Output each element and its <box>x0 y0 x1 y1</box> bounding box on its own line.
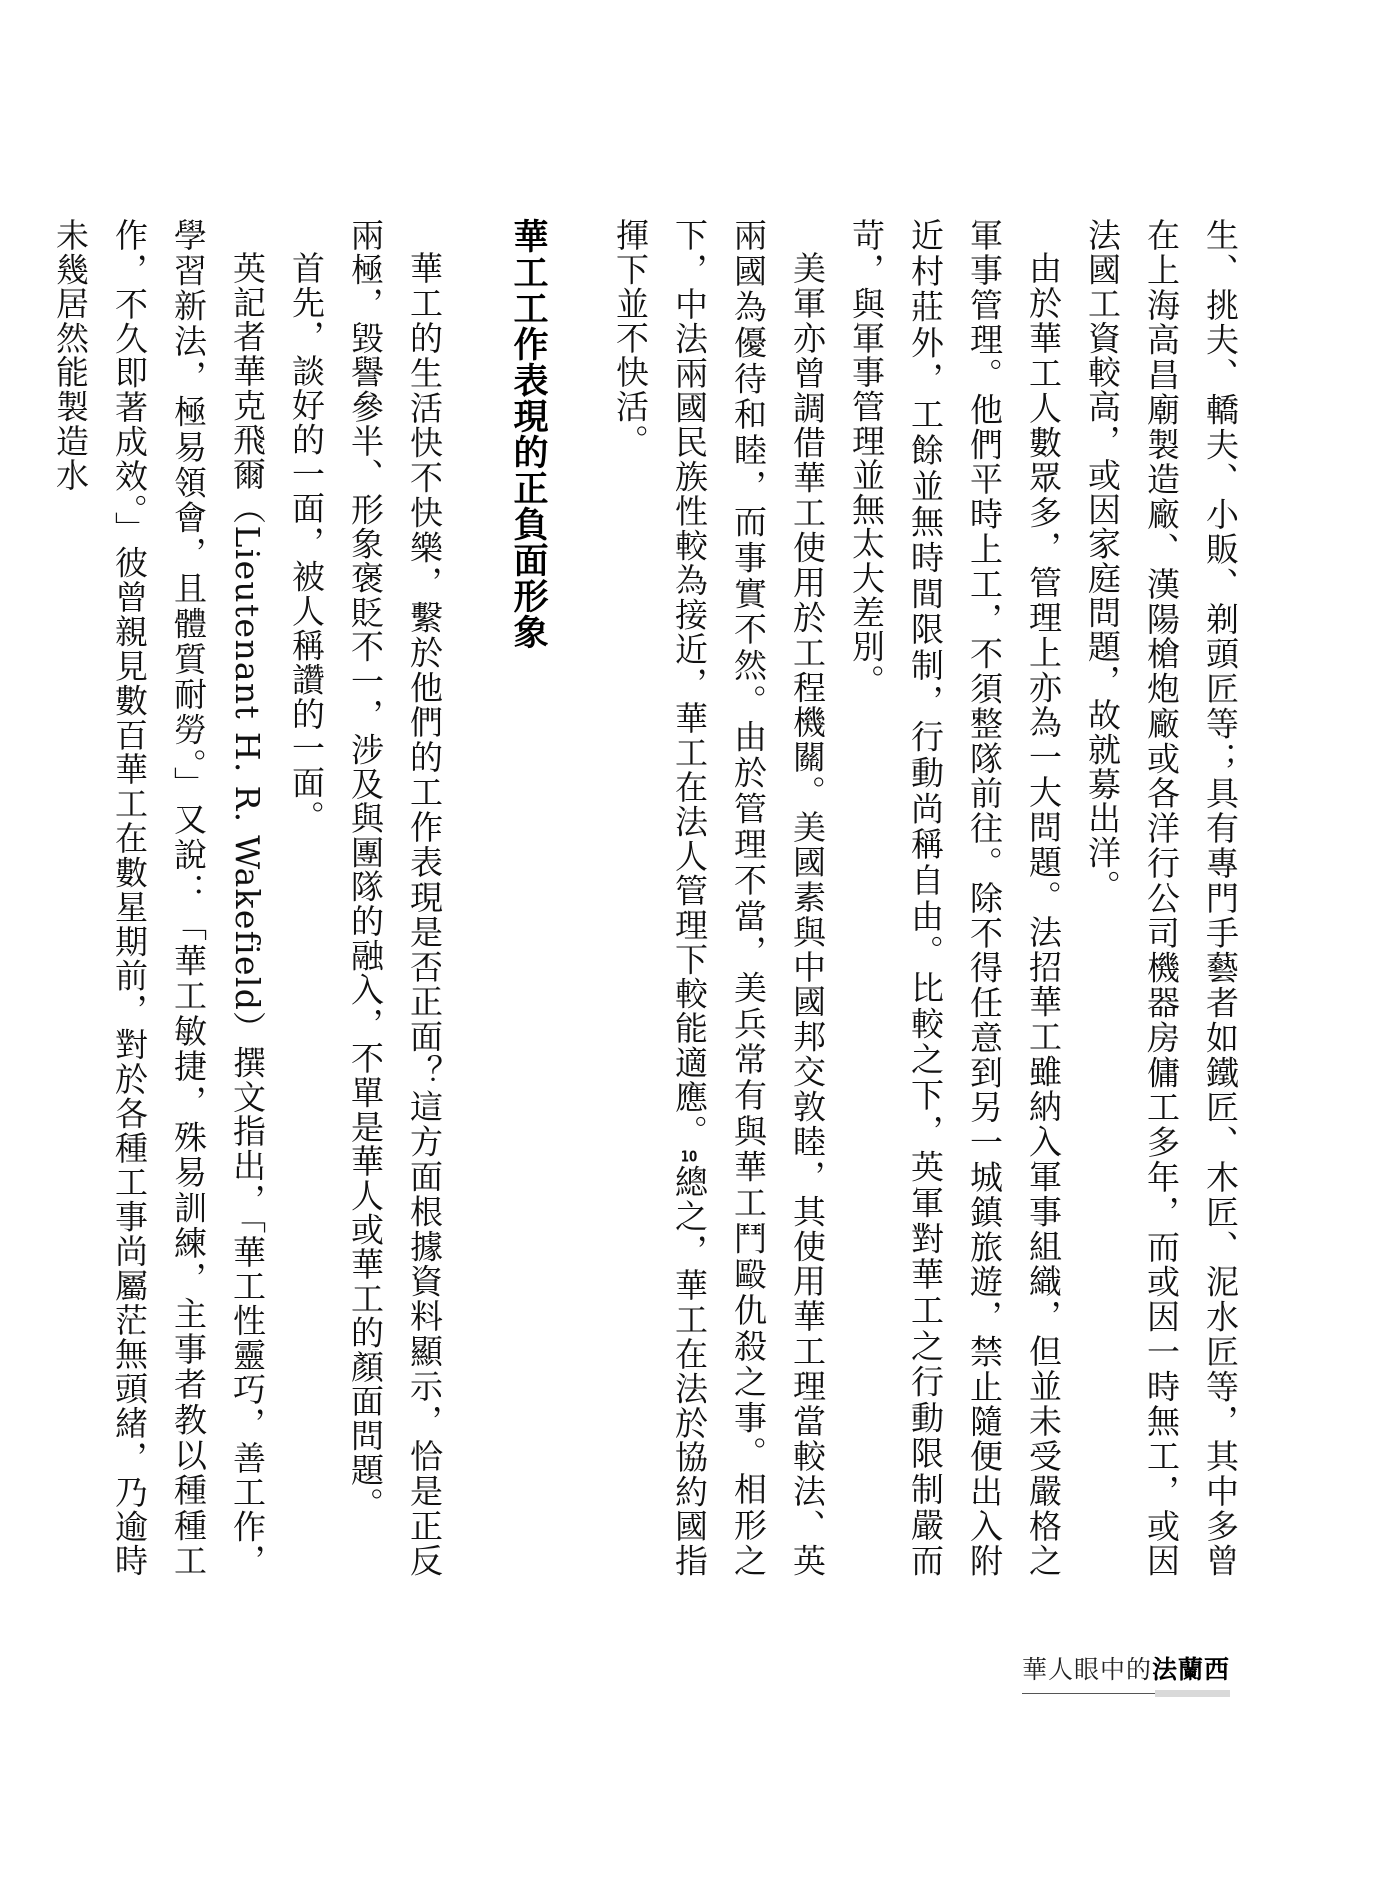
paragraph-american-army <box>601 218 837 1578</box>
running-book-title <box>1022 1650 1230 1686</box>
title-underline <box>1022 1690 1230 1698</box>
underline-gray-bar <box>1155 1690 1230 1697</box>
paragraph-wakefield: 英記者華克飛爾（Lieutenant H. R. Wakefield）撰文指出，「華工性靈巧，善工作，學習新法，極易領會，且體質耐勞。」又說：「華工敏捷，殊易訓練，主事者教以種種工作，不久即著成效。」彼曾親見數百華工在數星期前，對於各種工事尚屬茫無頭緒，乃逾時未幾居然能製造水 <box>51 218 267 1578</box>
section-heading: 華工工作表現的正負面形象 <box>508 218 548 650</box>
vertical-body-text <box>41 218 1250 1578</box>
paragraph-text: 美軍亦曾調借華工使用於工程機關。美國素與中國邦交敦睦，其使用華工理當較法、英兩國為優待和睦，而事實不然。由於管理不當，美兵常有與華工鬥毆仇殺之事。相形之下，中法兩國民族性較為接近，華工在法人管理下較能適應。 <box>670 218 827 1578</box>
paragraph-text: 總之，華工在法於協約國指揮下並不快活。 <box>611 218 709 1578</box>
paragraph-continued: 生、挑夫、轎夫、小販、剃頭匠等；具有專門手藝者如鐵匠、木匠、泥水匠等，其中多曾在上海高昌廟製造廠、漢陽槍炮廠或各洋行公司機器房傭工多年，而或因一時無工，或因法國工資較高，或因家庭問題，故就募出洋。 <box>1083 218 1240 1578</box>
footnote-marker: 10 <box>680 1149 698 1165</box>
book-title-prefix: 華人眼中的 <box>1021 1655 1152 1684</box>
paragraph-management: 由於華工人數眾多，管理上亦為一大問題。法招華工雖納入軍事組織，但並未受嚴格之軍事管理。他們平時上工，不須整隊前往。除不得任意到另一城鎮旅遊，禁止隨便出入附近村莊外，工餘並無時間限制，行動尚稱自由。比較之下，英軍對華工之行動限制嚴而苛，與軍事管理並無太大差別。 <box>847 218 1063 1578</box>
book-title-emphasis: 法蘭西 <box>1151 1655 1230 1684</box>
paragraph-work-performance: 華工的生活快不快樂，繫於他們的工作表現是否正面？這方面根據資料顯示，恰是正反兩極，毀譽參半、形象褒貶不一，涉及與團隊的融入，不單是華人或華工的顏面問題。 <box>346 218 444 1578</box>
paragraph-good-side: 首先，談好的一面，被人稱讚的一面。 <box>287 251 326 835</box>
